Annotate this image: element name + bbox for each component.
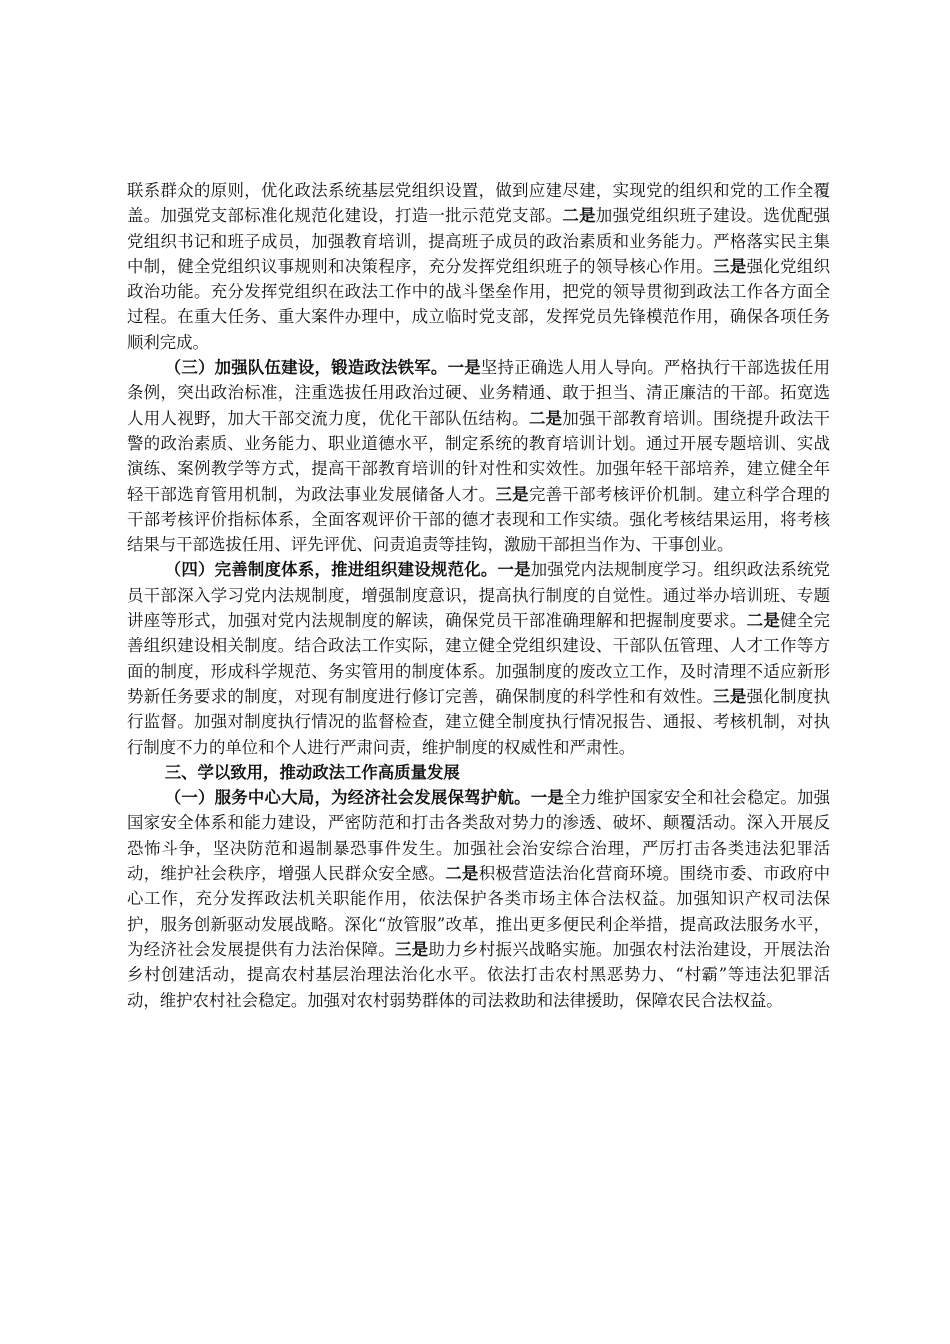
section-heading: （一）服务中心大局，为经济社会发展保驾护航。一是 (164, 788, 565, 808)
bold-run: 三是 (713, 256, 747, 276)
bold-run: 三是 (394, 939, 429, 959)
bold-run: 二是 (528, 408, 563, 428)
section-heading: （三）加强队伍建设，锻造政法铁军。一是 (164, 358, 481, 378)
text-run: 全力维护国家安全和社会稳定。加强国家安全体系和能力建设，严密防范和打击各类敌对势力的渗透、破坏、颠覆活动。深入开展反恐怖斗争，坚决防范和遏制暴恐事件发生。加强社会治安综合治理，严厉打击各类违法犯罪活动，维护社会秩序，增强人民群众安全感。 (127, 788, 831, 884)
document-page (127, 178, 830, 1013)
chapter-heading-three (127, 760, 830, 785)
paragraph-institutional-system (127, 557, 830, 759)
text-run: 积极营造法治化营商环境。围绕市委、市政府中心工作，充分发挥政法机关职能作用，依法保护各类市场主体合法权益。加强知识产权司法保护，服务创新驱动发展战略。深化“放管服”改革，推出更多便民利企举措，提高政法服务水平，为经济社会发展提供有力法治保障。 (127, 864, 831, 959)
text-run: 加强党组织班子建设。选优配强党组织书记和班子成员，加强教育培训，提高班子成员的政治素质和业务能力。严格落实民主集中制，健全党组织议事规则和决策程序，充分发挥党组织班子的领导核心作用。 (127, 206, 831, 276)
text-run: 助力乡村振兴战略实施。加强农村法治建设，开展法治乡村创建活动，提高农村基层治理法治化水平。依法打击农村黑恶势力、“村霸”等违法犯罪活动，维护农村社会稳定。加强对农村弱势群体的司法救助和法律援助，保障农民合法权益。 (127, 939, 831, 1010)
text-run: 完善干部考核评价机制。建立科学合理的干部考核评价指标体系，全面客观评价干部的德才表现和工作实绩。强化考核结果运用，将考核结果与干部选拔任用、评先评优、问责追责等挂钩，激励干部担当作为、干事创业。 (127, 484, 831, 555)
paragraph-party-organization (127, 178, 830, 355)
paragraph-serve-overall-situation (127, 785, 830, 1013)
bold-run: 三是 (495, 484, 529, 504)
text-run: 健全完善组织建设相关制度。结合政法工作实际，建立健全党组织建设、干部队伍管理、人才工作等方面的制度，形成科学规范、务实管用的制度体系。加强制度的废改立工作，及时清理不适应新形势新任务要求的制度，对现有制度进行修订完善，确保制度的科学性和有效性。 (127, 611, 831, 706)
paragraph-team-building (127, 355, 830, 557)
section-heading: （四）完善制度体系，推进组织建设规范化。一是 (164, 560, 531, 580)
text-run: 强化党组织政治功能。充分发挥党组织在政法工作中的战斗堡垒作用，把党的领导贯彻到政法工作各方面全过程。在重大任务、重大案件办理中，成立临时党支部，发挥党员先锋模范作用，确保各项任务顺利完成。 (127, 256, 831, 352)
chapter-title: 三、学以致用，推动政法工作高质量发展 (164, 762, 460, 782)
text-run: 强化制度执行监督。加强对制度执行情况的监督检查，建立健全制度执行情况报告、通报、考核机制，对执行制度不力的单位和个人进行严肃问责，维护制度的权威性和严肃性。 (127, 686, 831, 757)
bold-run: 三是 (713, 686, 747, 706)
bold-run: 二是 (562, 206, 596, 226)
bold-run: 二是 (746, 611, 781, 631)
bold-run: 二是 (445, 864, 479, 884)
text-run: 加强党内法规制度学习。组织政法系统党员干部深入学习党内法规制度，增强制度意识，提高执行制度的自觉性。通过举办培训班、专题讲座等形式，加强对党内法规制度的解读，确保党员干部准确理解和把握制度要求。 (127, 560, 831, 631)
text-run: 坚持正确选人用人导向。严格执行干部选拔任用条例，突出政治标准，注重选拔任用政治过硬、业务精通、敢于担当、清正廉洁的干部。拓宽选人用人视野，加大干部交流力度，优化干部队伍结构。 (127, 358, 830, 428)
text-run: 加强干部教育培训。围绕提升政法干警的政治素质、业务能力、职业道德水平，制定系统的教育培训计划。通过开展专题培训、实战演练、案例教学等方式，提高干部教育培训的针对性和实效性。加强年轻干部培养，建立健全年轻干部选育管用机制，为政法事业发展储备人才。 (127, 408, 831, 504)
text-run: 联系群众的原则，优化政法系统基层党组织设置，做到应建尽建，实现党的组织和党的工作全覆盖。加强党支部标准化规范化建设，打造一批示范党支部。 (127, 181, 830, 226)
